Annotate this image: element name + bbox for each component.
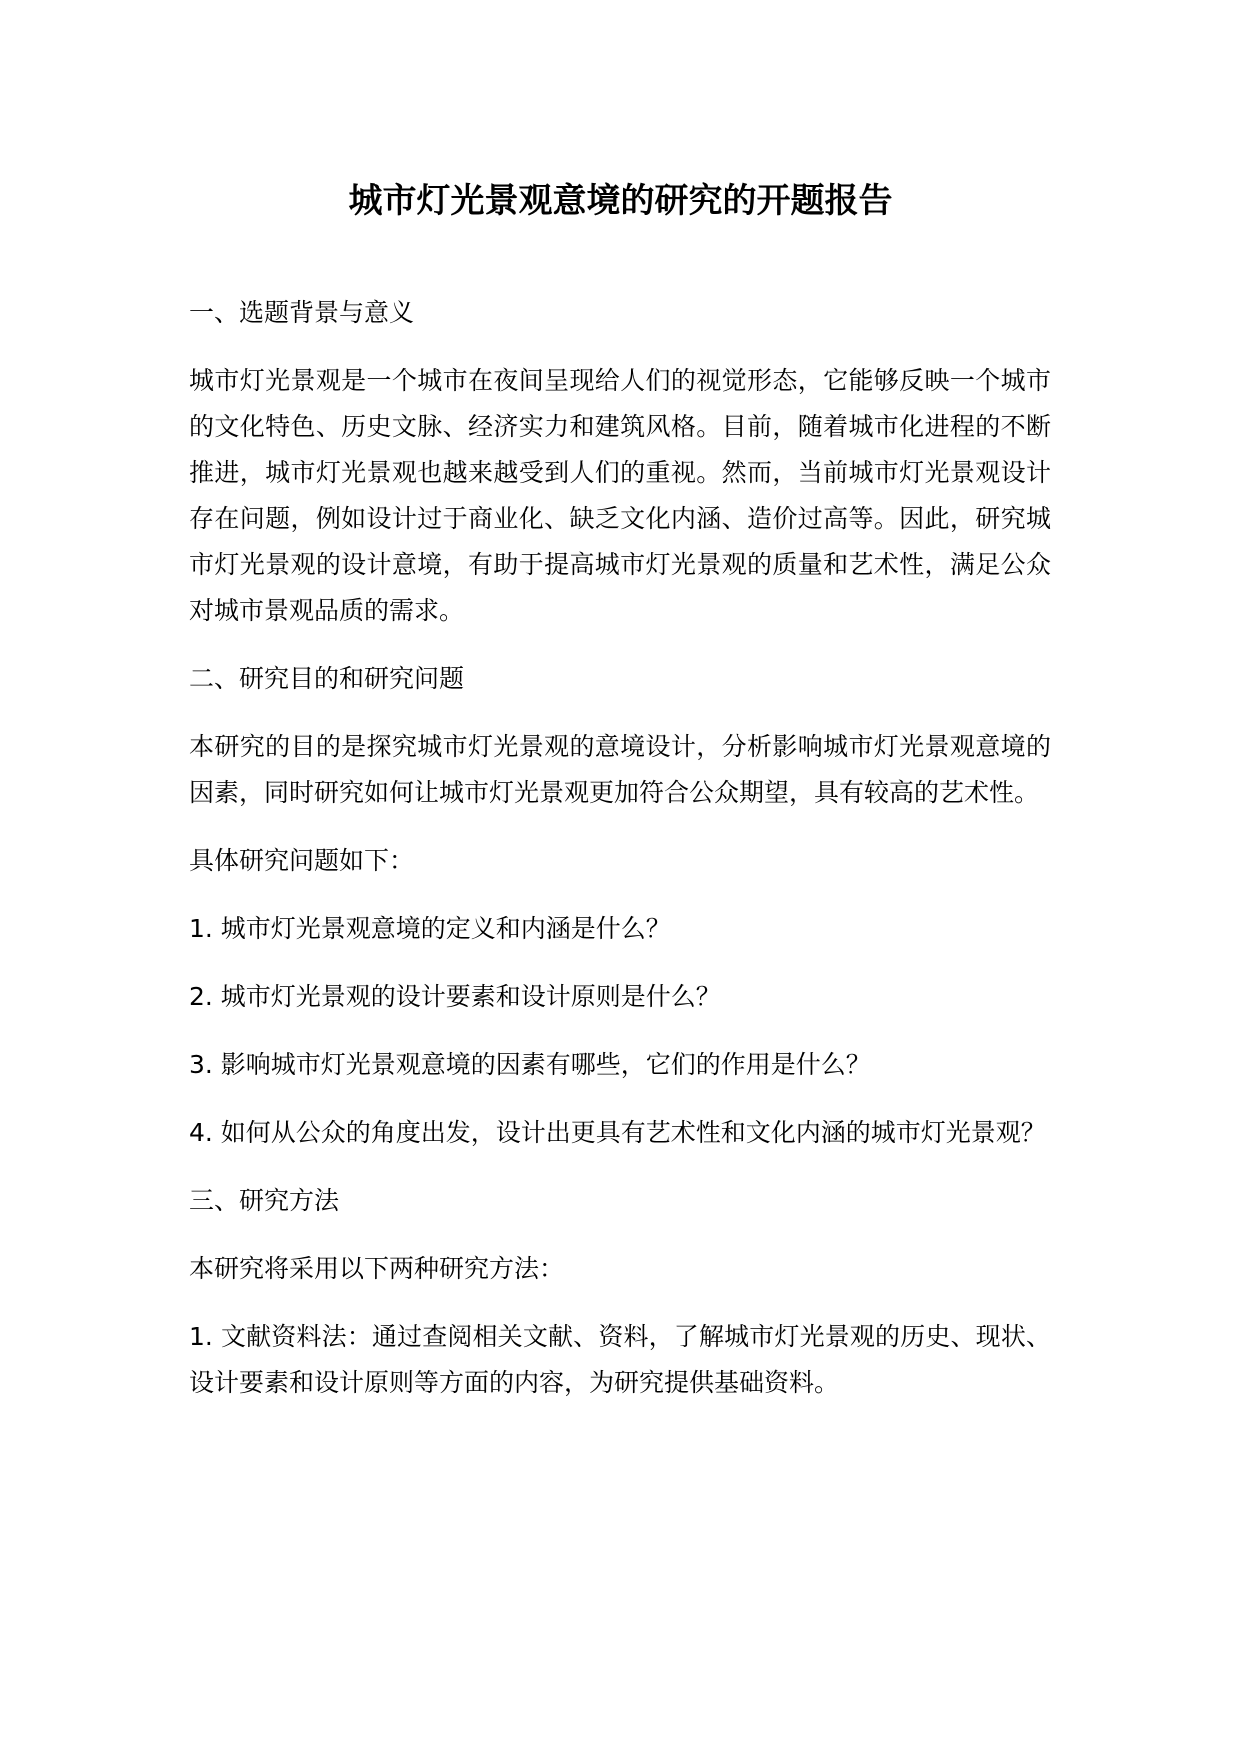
paragraph-methods-intro: 本研究将采用以下两种研究方法： <box>189 1254 565 1283</box>
document-body <box>189 290 1051 1406</box>
list-item-question-1: 1. 城市灯光景观意境的定义和内涵是什么？ <box>189 914 671 943</box>
list-item-question-3: 3. 影响城市灯光景观意境的因素有哪些，它们的作用是什么？ <box>189 1050 871 1079</box>
paragraph-questions-intro: 具体研究问题如下： <box>189 846 415 875</box>
section-heading-background: 一、选题背景与意义 <box>189 298 415 327</box>
list-item-method-1: 1. 文献资料法：通过查阅相关文献、资料，了解城市灯光景观的历史、现状、设计要素和设计原则等方面的内容，为研究提供基础资料。 <box>189 1322 1051 1397</box>
section-heading-objectives: 二、研究目的和研究问题 <box>189 664 465 693</box>
section-heading-methods: 三、研究方法 <box>189 1186 340 1215</box>
list-item-question-2: 2. 城市灯光景观的设计要素和设计原则是什么？ <box>189 982 721 1011</box>
paragraph-objectives: 本研究的目的是探究城市灯光景观的意境设计，分析影响城市灯光景观意境的因素，同时研究如何让城市灯光景观更加符合公众期望，具有较高的艺术性。 <box>189 732 1051 807</box>
paragraph-background: 城市灯光景观是一个城市在夜间呈现给人们的视觉形态，它能够反映一个城市的文化特色、历史文脉、经济实力和建筑风格。目前，随着城市化进程的不断推进，城市灯光景观也越来越受到人们的重视。然而，当前城市灯光景观设计存在问题，例如设计过于商业化、缺乏文化内涵、造价过高等。因此，研究城市灯光景观的设计意境，有助于提高城市灯光景观的质量和艺术性，满足公众对城市景观品质的需求。 <box>189 366 1051 625</box>
list-item-question-4: 4. 如何从公众的角度出发，设计出更具有艺术性和文化内涵的城市灯光景观？ <box>189 1118 1046 1147</box>
document-title: 城市灯光景观意境的研究的开题报告 <box>348 181 893 221</box>
